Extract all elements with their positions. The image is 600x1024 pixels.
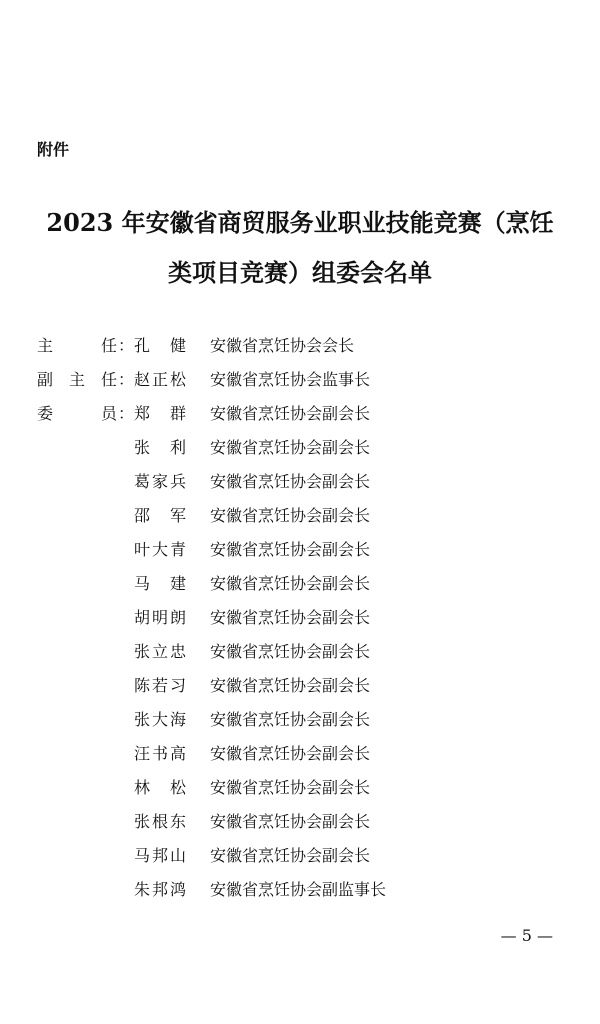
member-row xyxy=(37,401,577,435)
member-row xyxy=(37,333,577,367)
member-name: 马邦山 xyxy=(134,846,186,865)
title-line-2: 类项目竞赛）组委会名单 xyxy=(168,258,432,287)
member-row xyxy=(37,537,577,571)
member-name: 林松 xyxy=(134,778,186,797)
member-name: 邵军 xyxy=(134,506,186,525)
member-role: 副主任 xyxy=(37,370,117,389)
member-row xyxy=(37,605,577,639)
member-name: 张利 xyxy=(134,438,186,457)
member-row xyxy=(37,843,577,877)
member-title: 安徽省烹饪协会副会长 xyxy=(210,404,371,423)
member-title: 安徽省烹饪协会副会长 xyxy=(210,472,371,491)
member-name: 张立忠 xyxy=(134,642,186,661)
role-colon: ： xyxy=(118,370,135,389)
member-name: 赵正松 xyxy=(134,370,186,389)
member-title: 安徽省烹饪协会副会长 xyxy=(210,846,371,865)
member-name: 叶大青 xyxy=(134,540,186,559)
member-title: 安徽省烹饪协会副会长 xyxy=(210,812,371,831)
member-role: 委员 xyxy=(37,404,117,423)
member-name: 张大海 xyxy=(134,710,186,729)
member-title: 安徽省烹饪协会副会长 xyxy=(210,506,371,525)
member-list xyxy=(37,333,577,911)
member-title: 安徽省烹饪协会会长 xyxy=(210,336,355,355)
member-row xyxy=(37,503,577,537)
member-row xyxy=(37,877,577,911)
attachment-label: 附件 xyxy=(37,140,70,159)
member-row xyxy=(37,673,577,707)
member-role: 主任 xyxy=(37,336,117,355)
member-row xyxy=(37,775,577,809)
member-title: 安徽省烹饪协会副会长 xyxy=(210,540,371,559)
member-name: 汪书高 xyxy=(134,744,186,763)
page-number: — 5 — xyxy=(500,926,553,945)
member-title: 安徽省烹饪协会副会长 xyxy=(210,608,371,627)
member-row xyxy=(37,809,577,843)
document-title xyxy=(30,198,570,298)
member-title: 安徽省烹饪协会副会长 xyxy=(210,676,371,695)
member-row xyxy=(37,367,577,401)
member-name: 葛家兵 xyxy=(134,472,186,491)
member-row xyxy=(37,435,577,469)
member-name: 张根东 xyxy=(134,812,186,831)
role-colon: ： xyxy=(118,404,135,423)
member-title: 安徽省烹饪协会副会长 xyxy=(210,778,371,797)
member-title: 安徽省烹饪协会副会长 xyxy=(210,642,371,661)
member-name: 朱邦鸿 xyxy=(134,880,186,899)
title-line-1: 2023 年安徽省商贸服务业职业技能竞赛（烹饪 xyxy=(46,208,554,237)
member-name: 郑群 xyxy=(134,404,186,423)
member-name: 胡明朗 xyxy=(134,608,186,627)
member-name: 马建 xyxy=(134,574,186,593)
member-title: 安徽省烹饪协会副会长 xyxy=(210,438,371,457)
member-name: 孔健 xyxy=(134,336,186,355)
member-name: 陈若习 xyxy=(134,676,186,695)
member-title: 安徽省烹饪协会副会长 xyxy=(210,574,371,593)
member-title: 安徽省烹饪协会副会长 xyxy=(210,744,371,763)
role-colon: ： xyxy=(118,336,135,355)
member-row xyxy=(37,469,577,503)
member-row xyxy=(37,741,577,775)
member-row xyxy=(37,571,577,605)
member-title: 安徽省烹饪协会副监事长 xyxy=(210,880,387,899)
member-title: 安徽省烹饪协会副会长 xyxy=(210,710,371,729)
member-row xyxy=(37,707,577,741)
member-row xyxy=(37,639,577,673)
member-title: 安徽省烹饪协会监事长 xyxy=(210,370,371,389)
